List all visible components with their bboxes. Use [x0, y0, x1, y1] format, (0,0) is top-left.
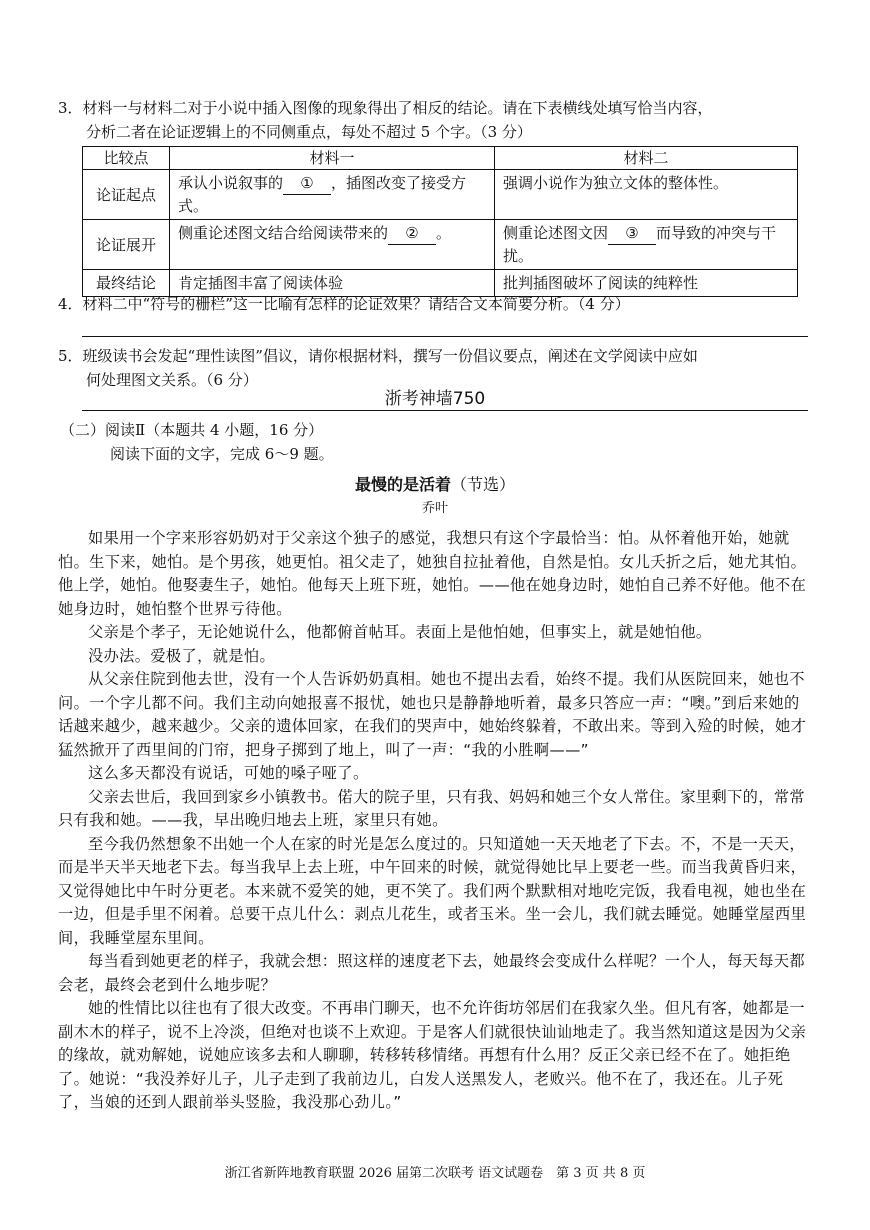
paragraph: 从父亲住院到他去世，没有一个人告诉奶奶真相。她也不提出去看，始终不提。我们从医院回来，她也不问。一个字儿都不问。我们主动向她报喜不报忧，她也只是静静地听着，最多只答应一声：“噢。”到后来她的话越来越少，越来越少。父亲的遗体回家，在我们的哭声中，她始终躲着，不敢出来。等到入殓的时候，她才猛然掀开了西里间的门帘，把身子掷到了地上，叫了一声：“我的小胜啊——”	[58, 670, 807, 759]
row-label: 论证展开	[83, 220, 170, 270]
paragraph: 父亲是个孝子，无论她说什么，他都俯首帖耳。表面上是他怕她，但事实上，就是她怕他。	[88, 623, 712, 641]
cell-text: 承认小说叙事的	[178, 174, 284, 192]
question-4: 4．材料二中“符号的栅栏”这一比喻有怎样的论证效果？请结合文本简要分析。（4 分）	[58, 295, 630, 313]
article-title	[0, 472, 870, 495]
paragraph: 这么多天都没有说话，可她的嗓子哑了。	[88, 764, 369, 782]
cell-text: ，插图改变了接受方式。	[178, 174, 467, 215]
section-heading: （二）阅读Ⅱ（本题共 4 小题，16 分）	[60, 421, 324, 439]
question-5-line1: 5．班级读书会发起“理性读图”倡议，请你根据材料，撰写一份倡议要点，阐述在文学阅读中应如	[58, 347, 698, 365]
question-3-line1: 3．材料一与材料二对于小说中插入图像的现象得出了相反的结论。请在下表横线处填写恰当内容，	[58, 99, 713, 117]
table-header-cell: 材料一	[170, 147, 495, 170]
cell-text: 侧重论述图文结合给阅读带来的	[178, 224, 389, 242]
table-cell: 肯定插图丰富了阅读体验	[170, 270, 495, 297]
paragraph: 至今我仍然想象不出她一个人在家的时光是怎么度过的。只知道她一天天地老了下去。不，不是一天天，而是半天半天地老下去。每当我早上去上班，中午回来的时候，就觉得她比早上要老一些。而当我黄昏归来，又觉得她比中午时分更老。本来就不爱笑的她，更不笑了。我们两个默默相对地吃完饭，我看电视，她也坐在一边，但是手里不闲着。总要干点儿什么：剥点儿花生，或者玉米。坐一会儿，我们就去睡觉。她睡堂屋西里间，我睡堂屋东里间。	[58, 834, 807, 947]
table-cell	[170, 220, 495, 270]
question-5-line2: 何处理图文关系。（6 分）	[86, 371, 258, 389]
article-body	[58, 527, 814, 1115]
paragraph: 没办法。爱极了，就是怕。	[88, 646, 276, 665]
table-row	[83, 170, 798, 220]
comparison-table	[82, 146, 798, 297]
row-label: 最终结论	[83, 270, 170, 297]
answer-blank-3[interactable]: ③	[608, 222, 656, 245]
cell-text: 而导致的冲突与干扰。	[503, 224, 777, 265]
table-cell: 批判插图破坏了阅读的纯粹性	[495, 270, 798, 297]
paragraph: 如果用一个字来形容奶奶对于父亲这个独子的感觉，我想只有这个字最恰当：怕。从怀着他开始，她就怕。生下来，她怕。是个男孩，她更怕。祖父走了，她独自拉扯着他，自然是怕。女儿夭折之后，她尤其怕。他上学，她怕。他娶妻生子，她怕。他每天上班下班，她怕。——他在她身边时，她怕自己养不好他。他不在她身边时，她怕整个世界亏待他。	[58, 529, 807, 618]
answer-line[interactable]	[82, 336, 808, 337]
page-footer: 浙江省新阵地教育联盟 2026 届第二次联考 语文试题卷 第 3 页 共 8 页	[224, 1166, 646, 1181]
table-cell: 强调小说作为独立文体的整体性。	[495, 170, 798, 220]
cell-text: 侧重论述图文因	[503, 224, 609, 242]
paragraph: 她的性情比以往也有了很大改变。不再串门聊天，也不允许街坊邻居们在我家久坐。但凡有客，她都是一副木木的样子，说不上冷淡，但绝对也谈不上欢迎。于是客人们就很快讪讪地走了。我当然知道这是因为父亲的缘故，就劝解她，说她应该多去和人聊聊，转移转移情绪。再想有什么用？反正父亲已经不在了。她拒绝了。她说：“我没养好儿子，儿子走到了我前边儿，白发人送黑发人，老败兴。他不在了，我还在。儿子死了，当娘的还到人跟前举头竖脸，我没那心劲儿。”	[58, 999, 807, 1111]
article-author: 乔叶	[421, 501, 448, 516]
row-label: 论证起点	[83, 170, 170, 220]
answer-line[interactable]	[82, 410, 808, 411]
table-cell	[495, 220, 798, 270]
question-3-line2: 分析二者在论证逻辑上的不同侧重点，每处不超过 5 个字。（3 分）	[86, 123, 532, 141]
table-row	[83, 220, 798, 270]
section-instruction: 阅读下面的文字，完成 6～9 题。	[110, 445, 334, 463]
paragraph: 父亲去世后，我回到家乡小镇教书。偌大的院子里，只有我、妈妈和她三个女人常住。家里剩下的，常常只有我和她。——我，早出晚归地去上班，家里只有她。	[58, 787, 806, 829]
cell-text: 。	[436, 224, 452, 242]
answer-blank-2[interactable]: ②	[388, 222, 436, 245]
watermark: 浙考神墙750	[384, 389, 486, 409]
table-header-cell: 比较点	[83, 147, 170, 170]
table-cell	[170, 170, 495, 220]
table-header-cell: 材料二	[495, 147, 798, 170]
answer-blank-1[interactable]: ①	[283, 172, 331, 195]
paragraph: 每当看到她更老的样子，我就会想：照这样的速度老下去，她最终会变成什么样呢？一个人，每天每天都会老，最终会老到什么地步呢？	[58, 952, 806, 994]
article-title-note: （节选）	[451, 475, 516, 494]
article-title-text: 最慢的是活着	[354, 475, 451, 494]
table-header-row	[83, 147, 798, 170]
question-3	[58, 96, 818, 144]
